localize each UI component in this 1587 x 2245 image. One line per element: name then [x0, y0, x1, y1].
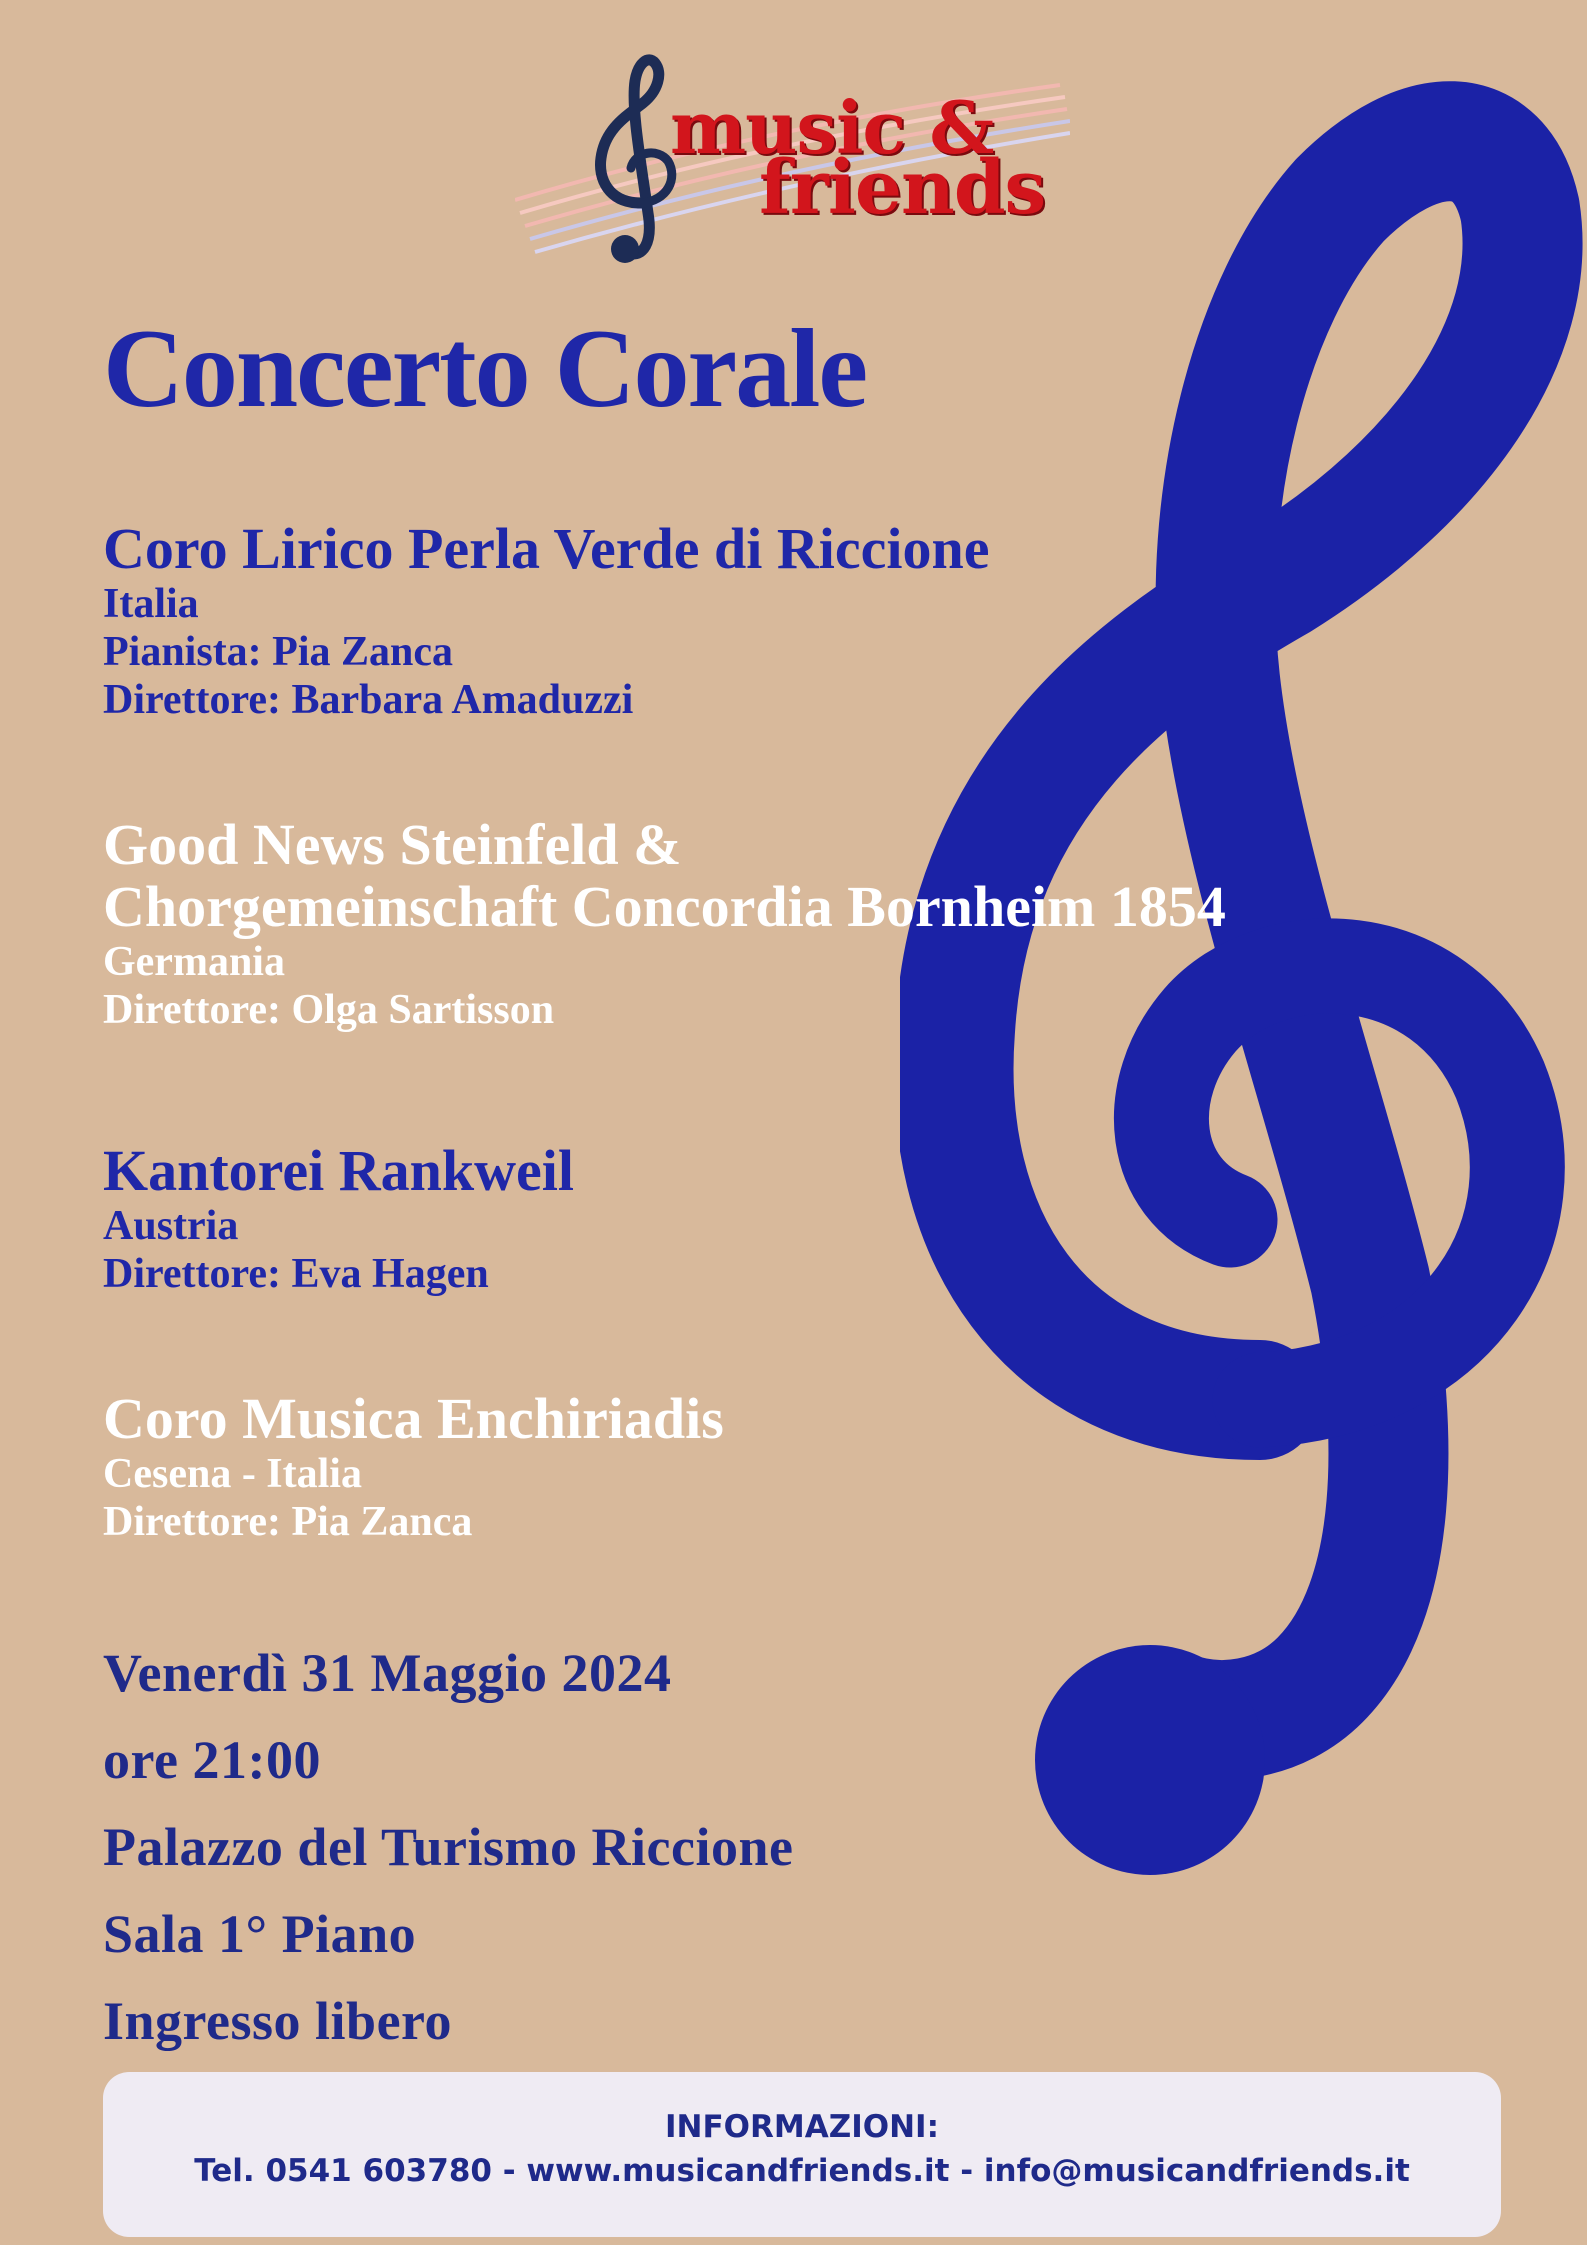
choir-country: Austria [103, 1203, 239, 1249]
choir-block-3 [103, 1140, 574, 1298]
logo [515, 45, 1070, 270]
choir-country: Italia [103, 581, 199, 627]
choir-block-4 [103, 1388, 724, 1546]
choir-pianist: Pianista: Pia Zanca [103, 629, 454, 675]
event-entry: Ingresso libero [103, 1991, 453, 2051]
page-title: Concerto Corale [103, 307, 867, 431]
choir-name: Coro Lirico Perla Verde di Riccione [103, 516, 990, 581]
event-venue: Palazzo del Turismo Riccione [103, 1817, 794, 1877]
choir-block-1 [103, 518, 989, 724]
info-contact: Tel. 0541 603780 - www.musicandfriends.it - info@musicandfriends.it [194, 2153, 1410, 2189]
choir-name: Kantorei Rankweil [103, 1138, 574, 1203]
event-time: ore 21:00 [103, 1730, 321, 1790]
logo-text-line2: friends [759, 145, 1046, 231]
event-room: Sala 1° Piano [103, 1904, 417, 1964]
choir-block-2 [103, 814, 1226, 1034]
choir-country: Germania [103, 939, 285, 985]
choir-director: Direttore: Eva Hagen [103, 1251, 489, 1297]
event-details [103, 1640, 793, 2075]
choir-name-line2: Chorgemeinschaft Concordia Bornheim 1854 [103, 874, 1226, 939]
info-box [103, 2072, 1501, 2237]
event-date: Venerdì 31 Maggio 2024 [103, 1643, 672, 1703]
choir-name: Coro Musica Enchiriadis [103, 1386, 724, 1451]
info-title: INFORMAZIONI: [665, 2109, 939, 2145]
choir-director: Direttore: Olga Sartisson [103, 987, 555, 1033]
logo-text-line1: music & [670, 85, 994, 170]
choir-name-line1: Good News Steinfeld & [103, 812, 682, 877]
choir-director: Direttore: Barbara Amaduzzi [103, 677, 634, 723]
choir-director: Direttore: Pia Zanca [103, 1499, 473, 1545]
choir-country: Cesena - Italia [103, 1451, 362, 1497]
